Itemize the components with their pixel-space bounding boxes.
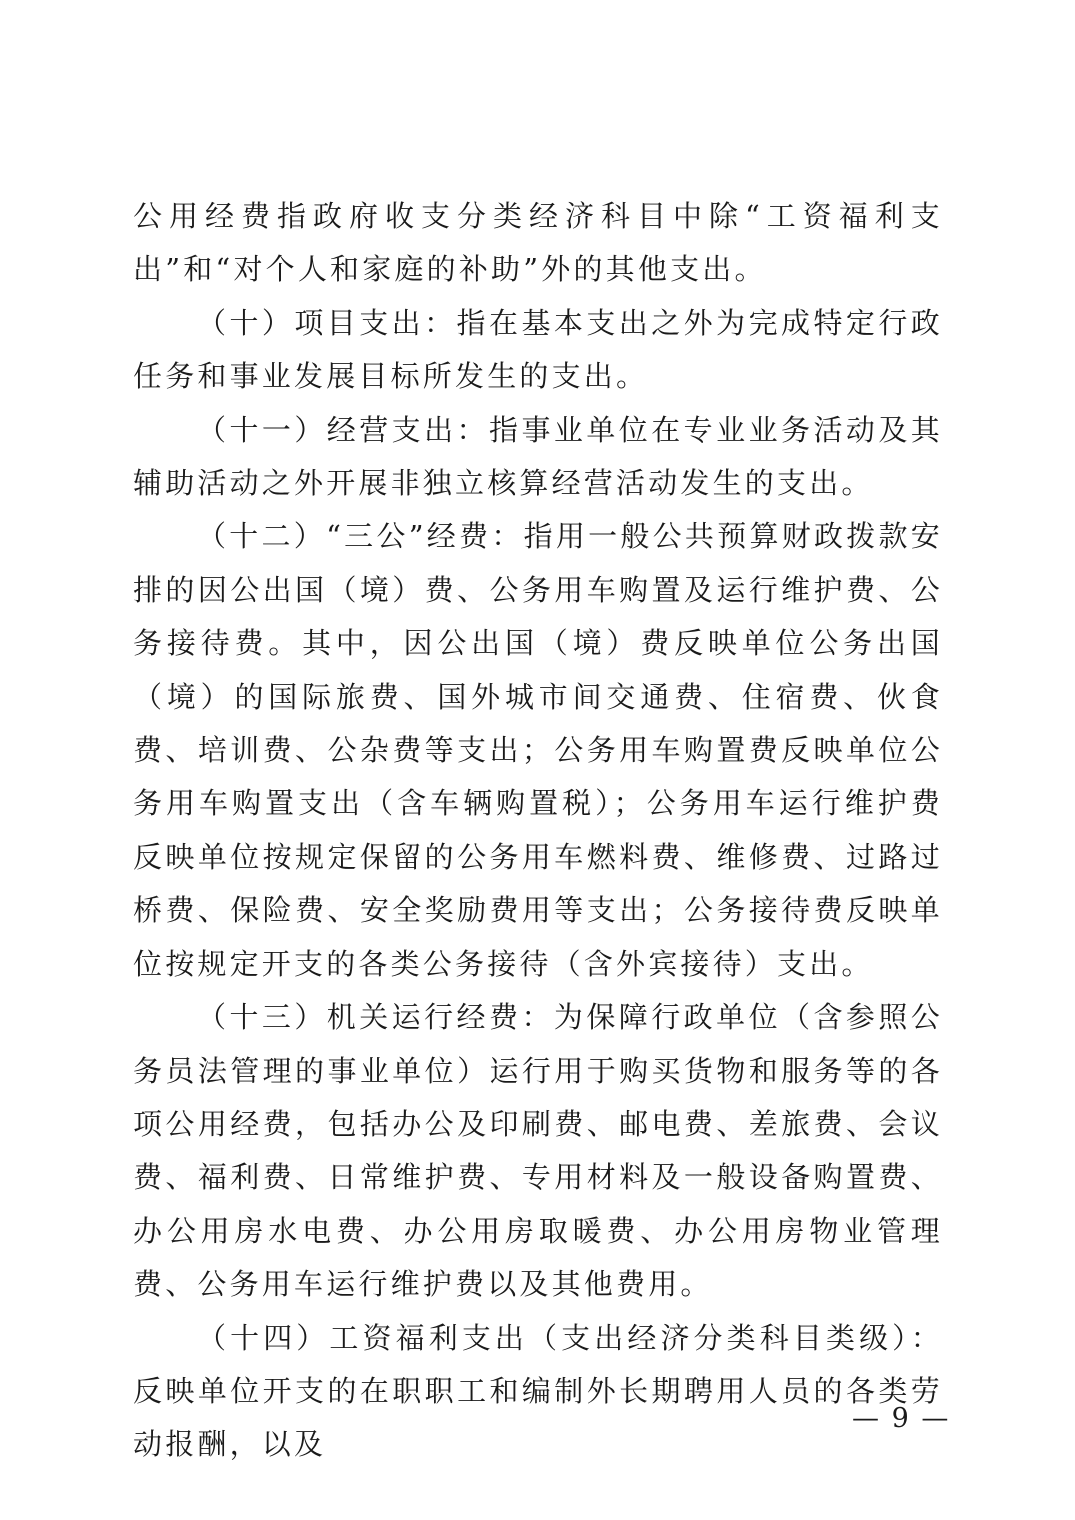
body-text <box>133 190 943 1472</box>
paragraph-public-funds-continued: 公用经费指政府收支分类经济科目中除“工资福利支出”和“对个人和家庭的补助”外的其他支出。 <box>133 199 943 287</box>
paragraph-project-expenditure: （十）项目支出：指在基本支出之外为完成特定行政任务和事业发展目标所发生的支出。 <box>133 305 943 394</box>
paragraph-operating-expenditure: （十一）经营支出：指事业单位在专业业务活动及其辅助活动之外开展非独立核算经营活动发生的支出。 <box>133 412 943 501</box>
paragraph-three-public-funds: （十二）“三公”经费：指用一般公共预算财政拨款安排的因公出国（境）费、公务用车购置及运行维护费、公务接待费。其中，因公出国（境）费反映单位公务出国（境）的国际旅费、国外城市间交通费、住宿费、伙食费、培训费、公杂费等支出；公务用车购置费反映单位公务用车购置支出（含车辆购置税）；公务用车运行维护费反映单位按规定保留的公务用车燃料费、维修费、过路过桥费、保险费、安全奖励费用等支出；公务接待费反映单位按规定开支的各类公务接待（含外宾接待）支出。 <box>133 519 943 981</box>
page-number: — 9 — <box>852 1403 951 1434</box>
paragraph-wages-welfare: （十四）工资福利支出（支出经济分类科目类级）：反映单位开支的在职职工和编制外长期聘用人员的各类劳动报酬，以及 <box>133 1320 943 1462</box>
paragraph-agency-operating-funds: （十三）机关运行经费：为保障行政单位（含参照公务员法管理的事业单位）运行用于购买货物和服务等的各项公用经费，包括办公及印刷费、邮电费、差旅费、会议费、福利费、日常维护费、专用材料及一般设备购置费、办公用房水电费、办公用房取暖费、办公用房物业管理费、公务用车运行维护费以及其他费用。 <box>133 1000 943 1302</box>
